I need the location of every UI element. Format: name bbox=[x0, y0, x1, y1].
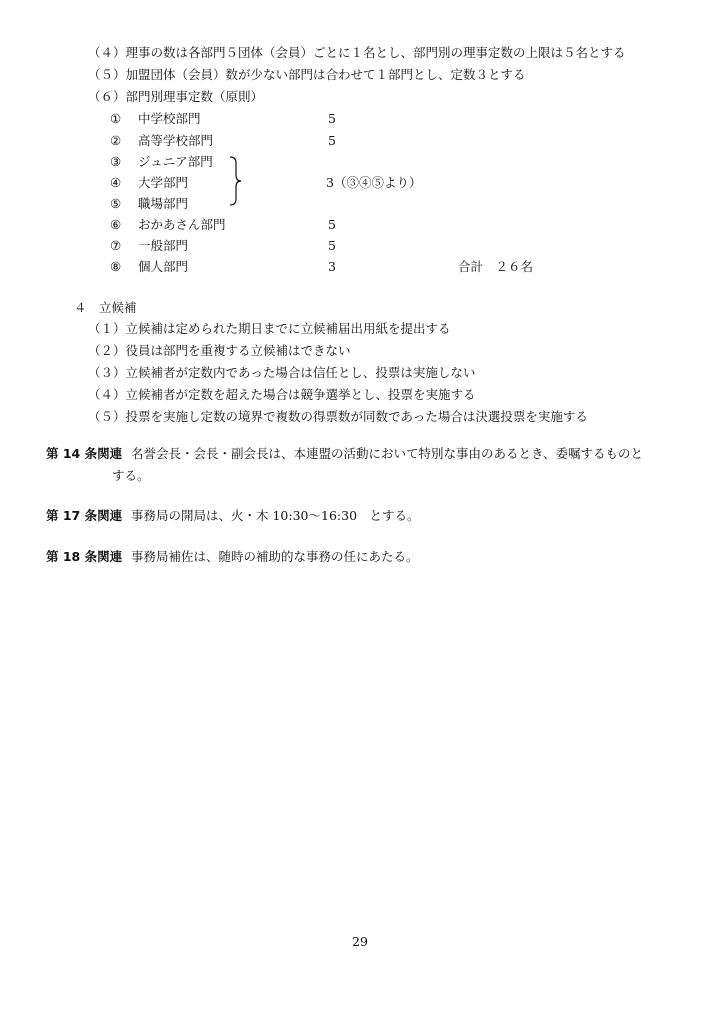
article-18-text: 事務局補佐は、随時の補助的な事務の任にあたる。 bbox=[131, 549, 419, 564]
section-4-heading: ４ 立候補 bbox=[74, 300, 137, 315]
quota-value: 5 bbox=[328, 111, 336, 126]
quota-label: 職場部門 bbox=[138, 196, 189, 211]
quota-num: ⑦ bbox=[110, 238, 122, 253]
article-14-text-cont: する。 bbox=[112, 468, 150, 483]
quota-num: ④ bbox=[110, 175, 122, 190]
quota-value: 5 bbox=[328, 217, 336, 232]
rule-6-heading: （６）部門別理事定数（原則） bbox=[88, 89, 264, 104]
section-4-item: （５）投票を実施し定数の境界で複数の得票数が同数であった場合は決選投票を実施する bbox=[88, 409, 588, 424]
quota-total: 合計 ２６名 bbox=[458, 259, 534, 274]
page-number: 29 bbox=[352, 934, 368, 949]
section-4-item: （１）立候補は定められた期日までに立候補届出用紙を提出する bbox=[88, 321, 451, 336]
quota-label: 高等学校部門 bbox=[138, 133, 214, 148]
article-17-text: 事務局の開局は、火・木 10:30〜16:30 とする。 bbox=[131, 508, 420, 523]
section-4-item: （４）立候補者が定数を超えた場合は競争選挙とし、投票を実施する bbox=[88, 387, 476, 402]
quota-label: ジュニア部門 bbox=[138, 154, 213, 169]
quota-label: 一般部門 bbox=[138, 238, 189, 253]
quota-num: ⑧ bbox=[110, 259, 122, 274]
section-4-item: （２）役員は部門を重複する立候補はできない bbox=[88, 343, 351, 358]
quota-num: ⑥ bbox=[110, 217, 122, 232]
quota-label: 大学部門 bbox=[138, 175, 189, 190]
quota-num: ③ bbox=[110, 154, 122, 169]
article-18-label: 第 18 条関連 bbox=[46, 549, 123, 564]
quota-num: ① bbox=[110, 111, 122, 126]
quota-num: ⑤ bbox=[110, 196, 122, 211]
quota-num: ② bbox=[110, 133, 122, 148]
quota-value: 5 bbox=[328, 238, 336, 253]
quota-label: 個人部門 bbox=[138, 259, 189, 274]
article-14-text: 名誉会長・会長・副会長は、本連盟の活動において特別な事由のあるとき、委嘱するものと bbox=[131, 446, 644, 461]
section-4-item: （３）立候補者が定数内であった場合は信任とし、投票は実施しない bbox=[88, 365, 476, 380]
right-brace-icon bbox=[228, 156, 242, 206]
quota-value: 5 bbox=[328, 133, 336, 148]
article-17-label: 第 17 条関連 bbox=[46, 508, 123, 523]
article-14-label: 第 14 条関連 bbox=[46, 446, 123, 461]
quota-label: 中学校部門 bbox=[138, 111, 201, 126]
rule-4: （４）理事の数は各部門５団体（会員）ごとに１名とし、部門別の理事定数の上限は５名とする bbox=[88, 45, 626, 60]
quota-label: おかあさん部門 bbox=[138, 217, 226, 232]
quota-value: 3 bbox=[328, 259, 336, 274]
quota-value-combined: 3（③④⑤より） bbox=[326, 175, 422, 190]
rule-5: （５）加盟団体（会員）数が少ない部門は合わせて１部門とし、定数３とする bbox=[88, 67, 526, 82]
